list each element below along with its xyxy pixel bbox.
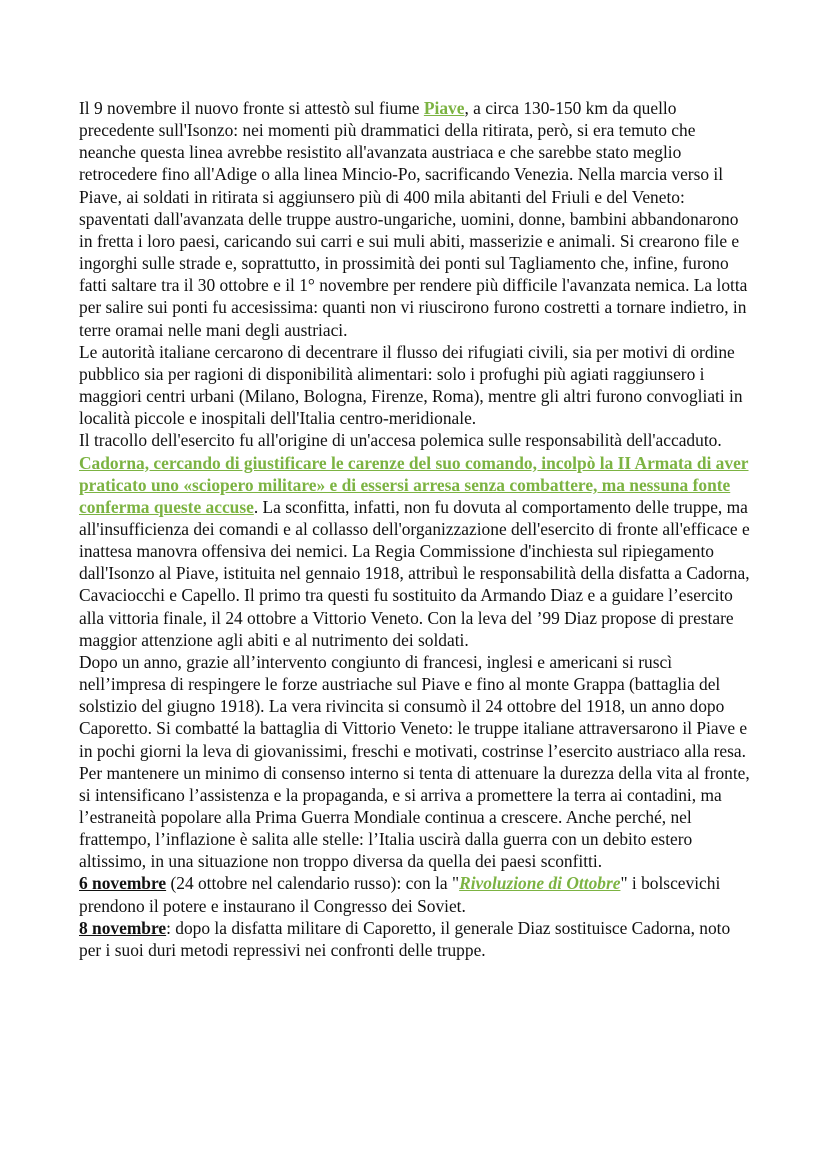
paragraph-text: , a circa 130-150 km da quello precedente sull'Isonzo: nei momenti più drammatici della ritirata, però, si era temuto che neanche questa linea avrebbe resistito all'avanzata austriaca e che sarebbe stato meglio retrocedere fino all'Adige o alla linea Mincio-Po, sacrificando Venezia. Nella marcia verso il Piave, ai soldati in ritirata si aggiunsero più di 400 mila abitanti del Friuli e del Veneto: spaventati dall'avanzata delle truppe austro-ungariche, uomini, donne, bambini abbandonarono in fretta i loro paesi, caricando sui carri e sui muli abiti, masserizie e animali. Si crearono file e ingorghi sulle strade e, soprattutto, in prossimità dei ponti sul Tagliamento che, infine, furono fatti saltare tra il 30 ottobre e il 1° novembre per rendere più difficile l'avanzata nemica. La lotta per salire sui ponti fu accesissima: quanti non vi riuscirono furono costretti a tornare indietro, in terre oramai nelle mani degli austriaci. (79, 98, 748, 340)
paragraph-text: Il tracollo dell'esercito fu all'origine di un'accesa polemica sulle responsabilità dell'accaduto. (79, 430, 722, 451)
paragraph-refugees: Le autorità italiane cercarono di decentrare il flusso dei rifugiati civili, sia per motivi di ordine pubblico sia per ragioni di disponibilità alimentari: solo i profughi più agiati raggiunsero i maggiori centri urbani (Milano, Bologna, Firenze, Roma), mentre gli altri furono convogliati in località piccole e inospitali dell'Italia centro-meridionale. (79, 341, 743, 429)
paragraph-text: Il 9 novembre il nuovo fronte si attestò sul fiume (79, 98, 424, 118)
paragraph-piave-front (79, 97, 755, 341)
paragraph-responsibility (79, 429, 755, 651)
piave-link[interactable]: Piave (423, 98, 465, 118)
date-heading-6-novembre: 6 novembre (79, 873, 167, 894)
paragraph-vittorio-veneto: Dopo un anno, grazie all’intervento congiunto di francesi, inglesi e americani si ruscì nell’impresa di respingere le forze austriache sul Piave e fino al monte Grappa (battaglia del solstizio del giugno 1918). La vera rivincita si consumò il 24 ottobre del 1918, un anno dopo Caporetto. Si combatté la battaglia di Vittorio Veneto: le truppe italiane attraversarono il Piave e in pochi giorni la leva di giovanissimi, freschi e motivati, costrinse l’esercito austriaco alla resa. Per mantenere un minimo di consenso interno si tenta di attenuare la durezza della vita al fronte, si intensificano l’assistenza e la propaganda, e si arriva a promettere la terra ai contadini, ma l’estraneità popolare alla Prima Guerra Mondiale continua a crescere. Anche perché, nel frattempo, l’inflazione è salita alle stelle: l’Italia uscirà dalla guerra con un debito estero altissimo, in una situazione non troppo diversa da quella dei paesi sconfitti. (79, 651, 750, 872)
paragraph-text: : dopo la disfatta militare di Caporetto, il generale Diaz sostituisce Cadorna, noto per i suoi duri metodi repressivi nei confronti delle truppe. (79, 917, 731, 960)
cadorna-accusation-link[interactable]: Cadorna, cercando di giustificare le carenze del suo comando, incolpò la II Armata di aver praticato uno «sciopero militare» e di essersi arresa senza combattere, ma nessuna fonte conferma queste accuse (79, 452, 749, 517)
document-page (79, 97, 755, 961)
paragraph-text: . La sconfitta, infatti, non fu dovuta al comportamento delle truppe, ma all'insufficienza dei comandi e al collasso dell'organizzazione dell'esercito di fronte all'efficace e inattesa manovra offensiva dei nemici. La Regia Commissione d'inchiesta sul ripiegamento dall'Isonzo al Piave, istituita nel gennaio 1918, attribuì le responsabilità della disfatta a Cadorna, Cavaciocchi e Capello. Il primo tra questi fu sostituito da Armando Diaz e a guidare l’esercito alla vittoria finale, il 24 ottobre a Vittorio Veneto. Con la leva del ’99 Diaz propose di prestare maggior attenzione agli abiti e al nutrimento dei soldati. (79, 496, 750, 650)
paragraph-6-novembre (79, 872, 755, 916)
rivoluzione-ottobre-link[interactable]: Rivoluzione di Ottobre (459, 873, 621, 894)
date-heading-8-novembre: 8 novembre (79, 917, 167, 938)
paragraph-8-novembre (79, 917, 755, 961)
paragraph-text: (24 ottobre nel calendario russo): con la " (166, 873, 460, 894)
paragraph-text: " i bolscevichi prendono il potere e instaurano il Congresso dei Soviet. (79, 873, 721, 916)
